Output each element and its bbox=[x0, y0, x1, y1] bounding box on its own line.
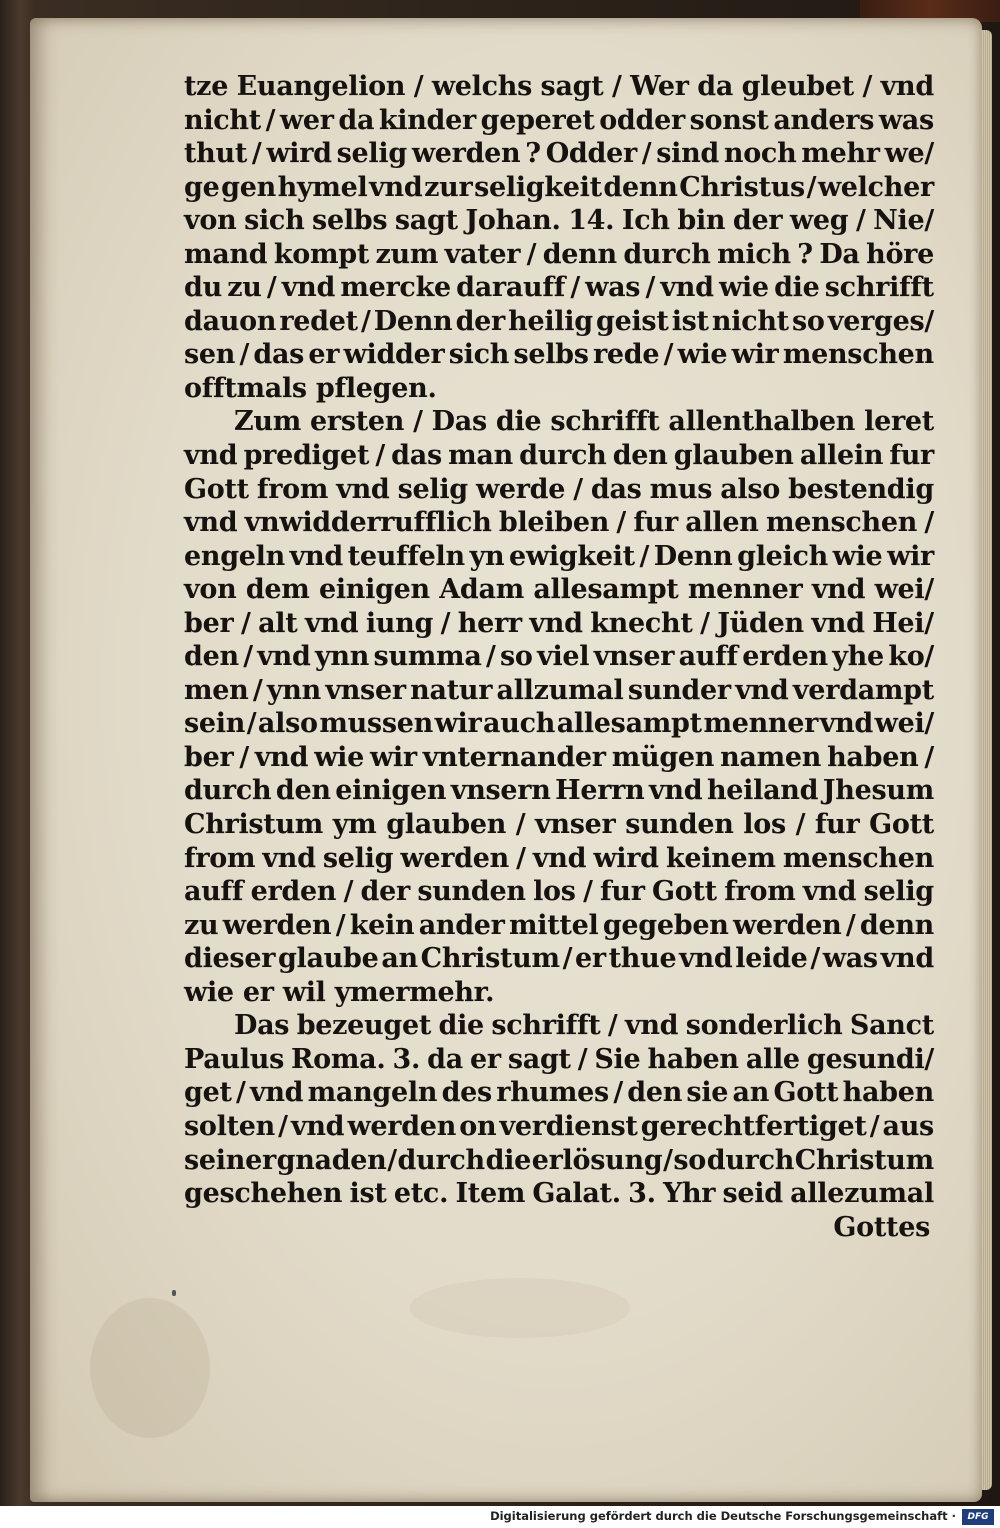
page-stain bbox=[410, 1278, 630, 1338]
text-line: wie er wil ymermehr. bbox=[184, 976, 495, 1008]
page-stain bbox=[90, 1298, 210, 1438]
dfg-logo-icon: DFG bbox=[962, 1509, 994, 1525]
text-line: dieser glaube an Christum / er thue vnd leide / was vnd bbox=[184, 943, 934, 975]
text-line: solten / vnd werden on verdienst gerechtfertiget / aus bbox=[184, 1110, 934, 1142]
text-line: vnd prediget / das man durch den glauben allein fur bbox=[184, 440, 934, 472]
text-line: Zum ersten / Das die schrifft allenthalben leret bbox=[234, 406, 934, 438]
text-line: ge gen hymel vnd zur seligkeit denn Christus / welcher bbox=[184, 171, 934, 203]
text-line: Das bezeuget die schrifft / vnd sonderlich Sanct bbox=[234, 1010, 934, 1042]
text-line: men / ynn vnser natur allzumal sunder vnd verdampt bbox=[184, 674, 934, 706]
text-line: sen / das er widder sich selbs rede / wie wir menschen bbox=[184, 339, 934, 371]
text-line: from vnd selig werden / vnd wird keinem menschen bbox=[184, 842, 934, 874]
text-line: den / vnd ynn summa / so viel vnser auff erden yhe ko/ bbox=[184, 641, 934, 673]
text-line: ber / vnd wie wir vnternander mügen namen haben / bbox=[184, 741, 934, 773]
text-line: auff erden / der sunden los / fur Gott from vnd selig bbox=[184, 876, 934, 908]
text-line: tze Euangelion / welchs sagt / Wer da gleubet / vnd bbox=[184, 71, 934, 102]
text-line: get / vnd mangeln des rhumes / den sie an Gott haben bbox=[184, 1077, 934, 1109]
text-line: zu werden / kein ander mittel gegeben werden / denn bbox=[184, 909, 934, 941]
text-line: offtmals pflegen. bbox=[184, 372, 437, 404]
text-line: engeln vnd teuffeln yn ewigkeit / Denn gleich wie wir bbox=[184, 540, 934, 572]
page-edge bbox=[982, 30, 992, 1490]
text-line: dauon redet / Denn der heilig geist ist nicht so verges/ bbox=[184, 305, 934, 337]
text-line: von dem einigen Adam allesampt menner vnd wei/ bbox=[184, 574, 934, 606]
text-line: nicht / wer da kinder geperet odder sonst anders was bbox=[184, 104, 934, 136]
funding-credit: Digitalisierung gefördert durch die Deutsche Forschungsgemeinschaft · bbox=[490, 1509, 956, 1523]
text-line: Christum ym glauben / vnser sunden los / fur Gott bbox=[184, 809, 934, 841]
text-block bbox=[184, 70, 934, 1244]
text-line: seiner gnaden / durch die erlösung / so durch Christum bbox=[184, 1144, 934, 1176]
text-line: vnd vnwidderrufflich bleiben / fur allen menschen / bbox=[184, 507, 934, 539]
text-line: durch den einigen vnsern Herrn vnd heiland Jhesum bbox=[184, 775, 934, 807]
text-line: Paulus Roma. 3. da er sagt / Sie haben alle gesundi/ bbox=[184, 1043, 934, 1075]
footer-bar bbox=[0, 1506, 1000, 1528]
text-line: Gott from vnd selig werde / das mus also bestendig bbox=[184, 473, 934, 505]
text-line: sein / also mussen wir auch allesampt menner vnd wei/ bbox=[184, 708, 934, 740]
text-line: von sich selbs sagt Johan. 14. Ich bin der weg / Nie/ bbox=[184, 205, 934, 237]
catchword: Gottes bbox=[833, 1211, 930, 1243]
text-line: ber / alt vnd iung / herr vnd knecht / Jüden vnd Hei/ bbox=[184, 607, 934, 639]
text-line: geschehen ist etc. Item Galat. 3. Yhr seid allezumal bbox=[184, 1178, 934, 1210]
text-line: mand kompt zum vater / denn durch mich ? Da höre bbox=[184, 238, 934, 270]
text-line: du zu / vnd mercke darauff / was / vnd wie die schrifft bbox=[184, 272, 934, 304]
text-line: thut / wird selig werden ? Odder / sind noch mehr we/ bbox=[184, 138, 934, 170]
ink-mark bbox=[172, 1290, 176, 1296]
